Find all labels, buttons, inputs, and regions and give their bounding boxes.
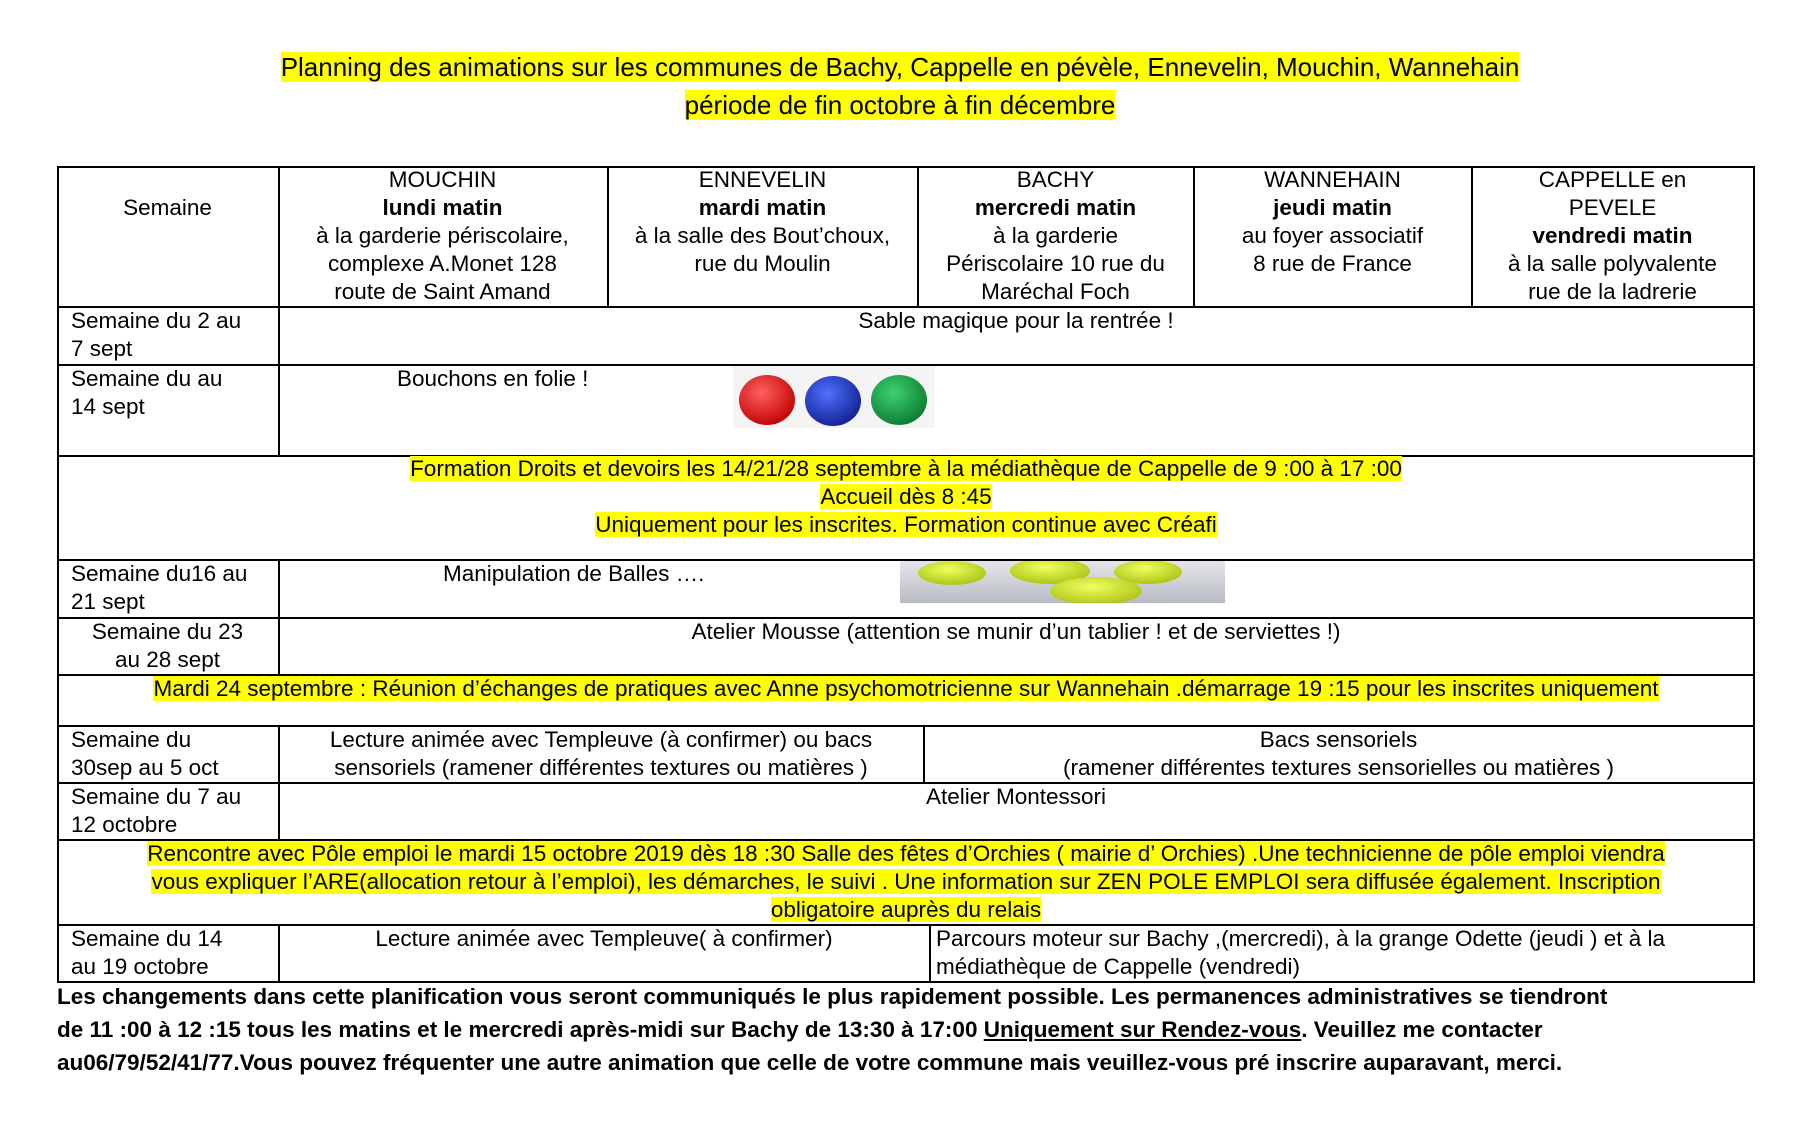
week-label: Semaine du 14 bbox=[71, 926, 223, 951]
activity-bacs-sensoriels bbox=[924, 726, 1753, 782]
activity-line: Parcours moteur sur Bachy ,(mercredi), à la grange Odette (jeudi ) et à la bbox=[936, 926, 1666, 951]
formation-notice bbox=[57, 455, 1755, 539]
pole-line: Rencontre avec Pôle emploi le mardi 15 octobre 2019 dès 18 :30 Salle des fêtes d’Orchies ( mairie d’ Orchies) .Une technicienne de pôle emploi viendra bbox=[147, 841, 1665, 866]
day-label: lundi matin bbox=[382, 195, 503, 220]
header-bachy bbox=[918, 166, 1193, 306]
week-label: au 19 octobre bbox=[71, 954, 209, 979]
reunion-text: Mardi 24 septembre : Réunion d’échanges de pratiques avec Anne psychomotricienne sur Wannehain .démarrage 19 :15 pour les inscrites uniquement bbox=[153, 676, 1659, 701]
activity-line: Bacs sensoriels bbox=[1259, 727, 1418, 752]
col-divider bbox=[929, 924, 931, 981]
week-cell bbox=[57, 618, 278, 674]
appointment-only-text: Uniquement sur Rendez-vous bbox=[983, 1017, 1302, 1042]
activity-montessori: Atelier Montessori bbox=[925, 784, 1107, 809]
pole-line: vous expliquer l’ARE(allocation retour à l’emploi), les démarches, le suivi . Une information sur ZEN POLE EMPLOI sera diffusée également. Inscription bbox=[151, 869, 1661, 894]
activity-bouchons: Bouchons en folie ! bbox=[397, 366, 589, 391]
commune-name: WANNEHAIN bbox=[1264, 167, 1401, 192]
activity-line: sensoriels (ramener différentes textures ou matières ) bbox=[334, 755, 868, 780]
location-line: au foyer associatif bbox=[1241, 223, 1424, 248]
week-label: Semaine du 23 bbox=[91, 619, 244, 644]
footer-text: . Veuillez me contacter bbox=[1301, 1017, 1543, 1042]
location-line: à la salle des Bout’choux, bbox=[634, 223, 891, 248]
header-cappelle bbox=[1472, 166, 1753, 306]
week-cell bbox=[71, 726, 278, 782]
week-label: Semaine du au bbox=[71, 366, 223, 391]
commune-name: CAPPELLE en bbox=[1538, 167, 1687, 192]
week-label: 30sep au 5 oct bbox=[71, 755, 219, 780]
col-divider bbox=[278, 559, 280, 674]
location-line: route de Saint Amand bbox=[334, 279, 551, 304]
formation-line: Accueil dès 8 :45 bbox=[820, 484, 992, 509]
location-line: Maréchal Foch bbox=[981, 279, 1130, 304]
location-line: à la salle polyvalente bbox=[1508, 251, 1717, 276]
week-label: au 28 sept bbox=[114, 647, 221, 672]
header-ennevelin bbox=[608, 166, 917, 278]
week-cell bbox=[71, 365, 278, 421]
commune-name: MOUCHIN bbox=[388, 167, 497, 192]
location-line: Périscolaire 10 rue du bbox=[946, 251, 1165, 276]
week-label: 21 sept bbox=[71, 589, 145, 614]
activity-parcours bbox=[936, 925, 1753, 981]
commune-name: ENNEVELIN bbox=[698, 167, 827, 192]
green-cap-icon bbox=[871, 375, 927, 425]
reunion-notice bbox=[57, 675, 1755, 703]
footer-line: au06/79/52/41/77.Vous pouvez fréquenter une autre animation que celle de votre commune mais veuillez-vous pré inscrire auparavant, merci. bbox=[57, 1050, 1563, 1075]
location-line: rue du Moulin bbox=[694, 251, 831, 276]
day-label: vendredi matin bbox=[1532, 223, 1693, 248]
bottle-caps-image bbox=[733, 366, 935, 428]
day-label: jeudi matin bbox=[1273, 195, 1392, 220]
week-cell bbox=[71, 560, 278, 616]
location-line: complexe A.Monet 128 bbox=[328, 251, 557, 276]
header-mouchin bbox=[278, 166, 607, 306]
week-label: 7 sept bbox=[71, 336, 133, 361]
location-line: rue de la ladrerie bbox=[1528, 279, 1697, 304]
footer-line: Les changements dans cette planification vous seront communiqués le plus rapidement possible. Les permanences administratives se tiendront bbox=[57, 984, 1608, 1009]
activity-sable: Sable magique pour la rentrée ! bbox=[858, 308, 1174, 333]
title-line-1: Planning des animations sur les communes de Bachy, Cappelle en pévèle, Ennevelin, Mouchin, Wannehain bbox=[280, 52, 1520, 82]
location-line: à la garderie bbox=[992, 223, 1119, 248]
week-cell bbox=[71, 307, 278, 363]
tennis-ball-icon bbox=[918, 561, 986, 585]
activity-line: (ramener différentes textures sensorielles ou matières ) bbox=[1062, 755, 1615, 780]
week-label: Semaine du 2 au bbox=[71, 308, 242, 333]
footer-line bbox=[57, 1013, 1757, 1046]
activity-mousse: Atelier Mousse (attention se munir d’un tablier ! et de serviettes !) bbox=[691, 619, 1341, 644]
week-cell bbox=[71, 925, 278, 981]
week-label: Semaine du16 au bbox=[71, 561, 248, 586]
day-label: mercredi matin bbox=[974, 195, 1137, 220]
formation-line: Formation Droits et devoirs les 14/21/28 septembre à la médiathèque de Cappelle de 9 :00 à 17 :00 bbox=[410, 456, 1402, 481]
red-cap-icon bbox=[739, 375, 795, 425]
day-label: mardi matin bbox=[698, 195, 827, 220]
week-label: 14 sept bbox=[71, 394, 145, 419]
page-title bbox=[0, 48, 1800, 124]
location-line: 8 rue de France bbox=[1253, 251, 1412, 276]
activity-line: Lecture animée avec Templeuve (à confirmer) ou bacs bbox=[329, 727, 873, 752]
header-semaine: Semaine bbox=[123, 195, 212, 220]
week-label: 12 octobre bbox=[71, 812, 178, 837]
footer-text: de 11 :00 à 12 :15 tous les matins et le mercredi après-midi sur Bachy de 13:30 à 17:00 bbox=[57, 1017, 984, 1042]
activity-line: médiathèque de Cappelle (vendredi) bbox=[936, 954, 1300, 979]
tennis-balls-image bbox=[900, 561, 1225, 603]
blue-cap-icon bbox=[805, 376, 861, 426]
pole-line: obligatoire auprès du relais bbox=[770, 897, 1042, 922]
pole-emploi-notice bbox=[57, 840, 1755, 924]
title-line-2: période de fin octobre à fin décembre bbox=[684, 90, 1116, 120]
commune-name: BACHY bbox=[1016, 167, 1095, 192]
formation-line: Uniquement pour les inscrites. Formation continue avec Créafi bbox=[595, 512, 1217, 537]
activity-lecture: Lecture animée avec Templeuve( à confirmer) bbox=[375, 926, 833, 951]
week-label: Semaine du 7 au bbox=[71, 784, 242, 809]
week-label: Semaine du bbox=[71, 727, 192, 752]
header-wannehain bbox=[1194, 166, 1471, 278]
activity-balles: Manipulation de Balles …. bbox=[443, 561, 705, 586]
location-line: à la garderie périscolaire, bbox=[316, 223, 569, 248]
week-cell bbox=[71, 783, 278, 839]
footer-notes bbox=[57, 980, 1757, 1079]
schedule-table bbox=[57, 166, 1755, 983]
activity-lecture-bacs bbox=[279, 726, 923, 782]
commune-name: PEVELE bbox=[1568, 195, 1657, 220]
